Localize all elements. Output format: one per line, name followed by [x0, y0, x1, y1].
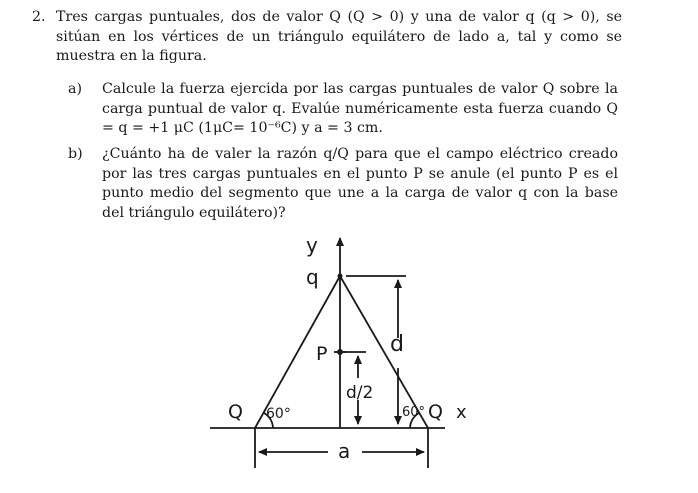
item-a-text: Calcule la fuerza ejercida por las cargas puntuales de valor Q sobre la carga puntual de valor q. Evalúe numéricamente esta fuerza cuando Q = q = +1 μC (1μC= 10⁻⁶C) y a = 3 cm. [102, 81, 618, 137]
label-y: y [306, 233, 318, 257]
item-b [68, 145, 618, 223]
label-d2: d/2 [346, 383, 374, 403]
item-b-label: b) [68, 146, 83, 162]
problem-statement [32, 8, 622, 67]
label-angle-left: 60° [266, 406, 291, 422]
label-q: q [306, 265, 319, 289]
problem-text: Tres cargas puntuales, dos de valor Q (Q > 0) y una de valor q (q > 0), se sitúan en los vértices de un triángulo equilátero de lado a, tal y como se muestra en la figura. [56, 9, 622, 65]
label-a: a [338, 439, 351, 463]
triangle-figure [200, 228, 490, 478]
label-x: x [456, 402, 467, 423]
label-P: P [316, 343, 328, 365]
item-a-label: a) [68, 81, 82, 97]
charge-q-point [338, 274, 343, 279]
item-b-text: ¿Cuánto ha de valer la razón q/Q para que el campo eléctrico creado por las tres cargas puntuales en el punto P se anule (el punto P es el punto medio del segmento que une a la carga de valor q con la base del triángulo equilátero)? [102, 146, 618, 221]
item-a [68, 80, 618, 139]
label-Q-right: Q [428, 401, 443, 423]
problem-number: 2. [32, 9, 46, 25]
label-angle-right: 60° [402, 405, 426, 420]
label-d: d [390, 332, 404, 357]
label-Q-left: Q [228, 401, 243, 423]
